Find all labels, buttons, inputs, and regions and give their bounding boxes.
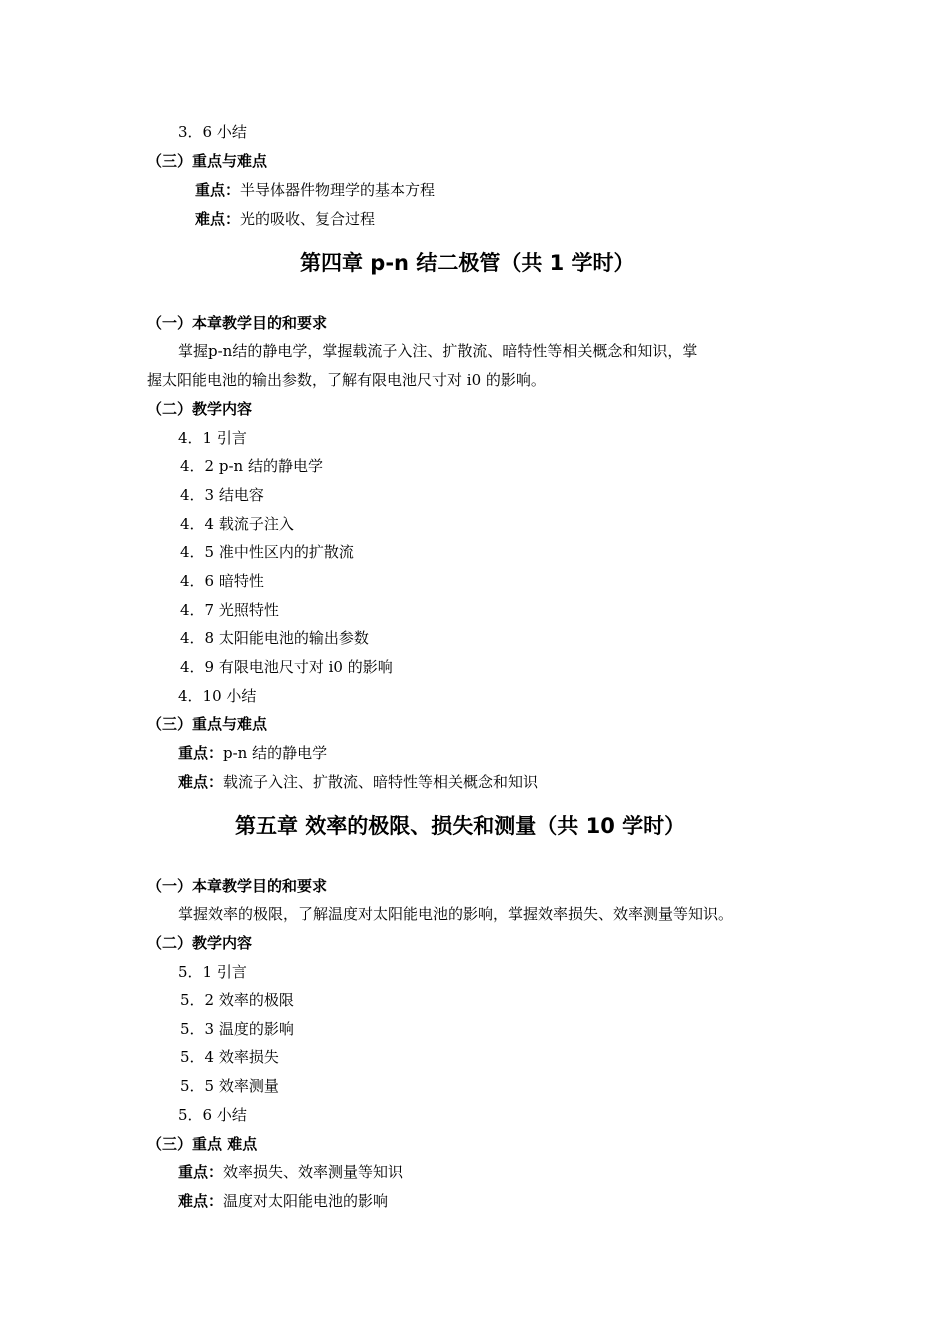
ch4-item: 4．7 光照特性 (180, 601, 279, 619)
key-label: 重点： (178, 1163, 224, 1181)
ch5-item: 5．2 效率的极限 (180, 991, 294, 1009)
item-3-6: 3．6 小结 (178, 123, 247, 141)
difficult-label: 难点： (178, 1192, 224, 1210)
ch4-key-point (178, 743, 327, 763)
ch4-item: 4．5 准中性区内的扩散流 (180, 543, 354, 561)
chapter5-title: 第五章 效率的极限、损失和测量（共 10 学时） (235, 814, 686, 838)
chapter4-title: 第四章 p-n 结二极管（共 1 学时） (300, 251, 635, 275)
ch3-key-point (195, 180, 435, 200)
ch4-item: 4．8 太阳能电池的输出参数 (180, 629, 369, 647)
ch5-key-point (178, 1162, 403, 1182)
key-label: 重点： (195, 181, 241, 199)
key-text: 半导体器件物理学的基本方程 (240, 181, 436, 199)
key-text: 效率损失、效率测量等知识 (223, 1163, 404, 1181)
key-label: 重点： (178, 744, 224, 762)
ch5-item: 5．1 引言 (178, 963, 247, 981)
ch4-item: 4．9 有限电池尺寸对 i0 的影响 (180, 658, 393, 676)
ch5-section2-heading: （二）教学内容 (147, 934, 253, 952)
ch5-item: 5．5 效率测量 (180, 1077, 279, 1095)
difficult-text: 载流子入注、扩散流、暗特性等相关概念和知识 (223, 773, 539, 791)
ch4-objective-line1: 掌握p-n结的静电学，掌握载流子入注、扩散流、暗特性等相关概念和知识，掌 (178, 342, 698, 360)
ch4-item: 4．4 载流子注入 (180, 515, 294, 533)
ch5-objective-line1: 掌握效率的极限，了解温度对太阳能电池的影响，掌握效率损失、效率测量等知识。 (178, 905, 734, 923)
difficult-label: 难点： (178, 773, 224, 791)
ch4-item: 4．3 结电容 (180, 486, 264, 504)
ch5-section1-heading: （一）本章教学目的和要求 (147, 877, 328, 895)
ch3-difficult-point (195, 209, 375, 229)
difficult-text: 光的吸收、复合过程 (240, 210, 376, 228)
ch5-item: 5．3 温度的影响 (180, 1020, 294, 1038)
ch5-item: 5．4 效率损失 (180, 1048, 279, 1066)
difficult-label: 难点： (195, 210, 241, 228)
key-text: p-n 结的静电学 (223, 744, 328, 762)
ch4-difficult-point (178, 772, 538, 792)
ch4-item: 4．1 引言 (178, 429, 247, 447)
ch3-section3-heading: （三）重点与难点 (147, 152, 268, 170)
ch4-item: 4．6 暗特性 (180, 572, 264, 590)
difficult-text: 温度对太阳能电池的影响 (223, 1192, 389, 1210)
ch5-section3-heading: （三）重点 难点 (147, 1135, 258, 1153)
ch5-item: 5．6 小结 (178, 1106, 247, 1124)
ch4-objective-line2: 握太阳能电池的输出参数，了解有限电池尺寸对 i0 的影响。 (147, 371, 546, 389)
ch4-section3-heading: （三）重点与难点 (147, 715, 268, 733)
ch4-section2-heading: （二）教学内容 (147, 400, 253, 418)
ch5-difficult-point (178, 1191, 388, 1211)
ch4-item: 4．10 小结 (178, 687, 257, 705)
ch4-item: 4．2 p-n 结的静电学 (180, 457, 323, 475)
ch4-section1-heading: （一）本章教学目的和要求 (147, 314, 328, 332)
